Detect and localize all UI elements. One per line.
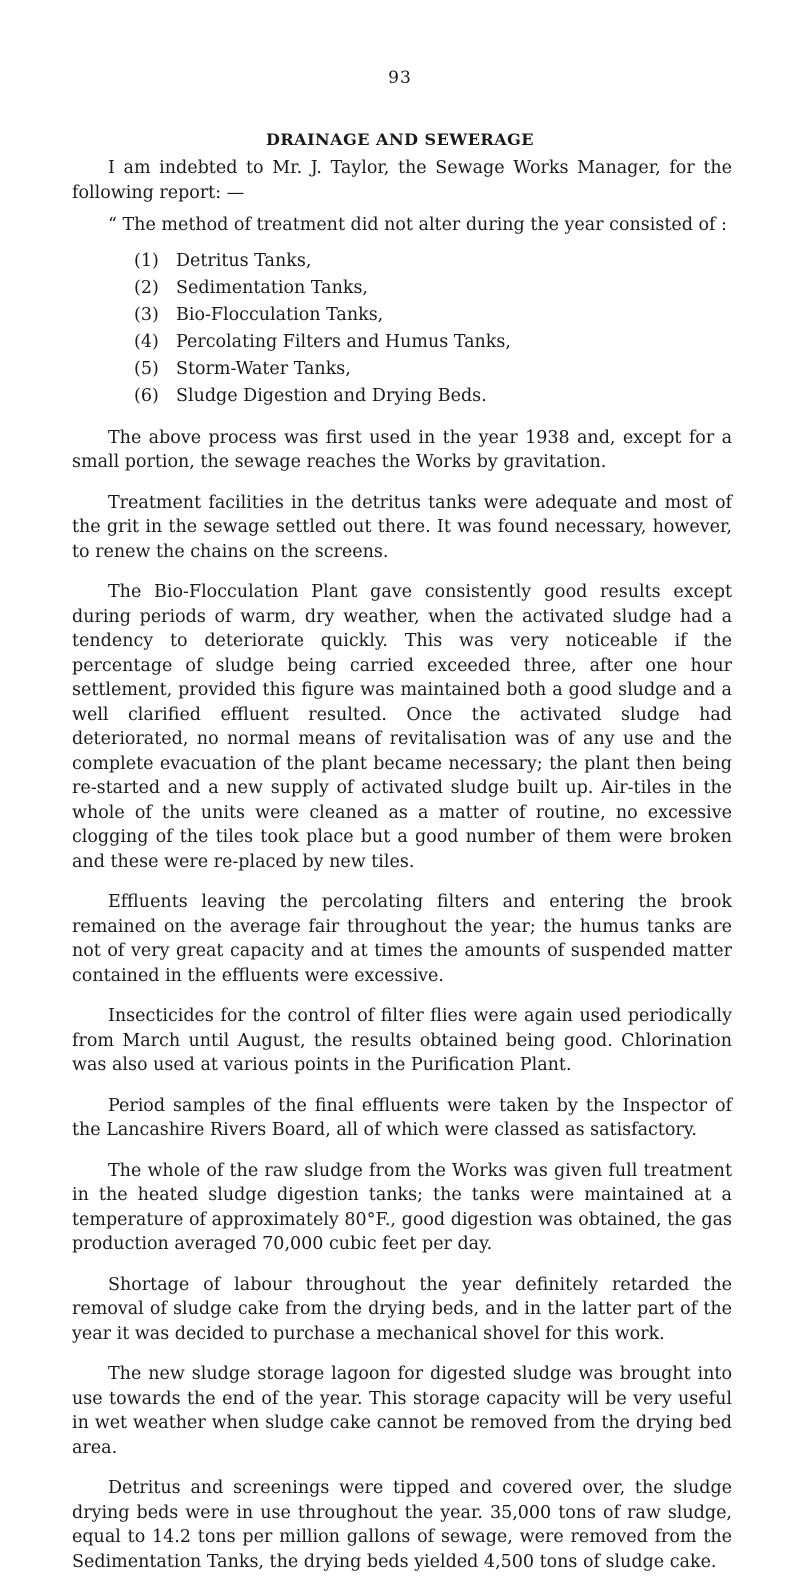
paragraph-effluents: Effluents leaving the percolating filters and entering the brook remained on the average fair throughout the year; the humus tanks are not of very great capacity and at times the amounts of suspended matter contained in the effluents were excessive. [72,892,732,986]
list-item [134,383,732,410]
paragraph-storage-lagoon: The new sludge storage lagoon for digested sludge was brought into use towards the end of the year. This storage capacity will be very useful in wet weather when sludge cake cannot be removed from the drying bed area. [72,1364,732,1458]
paragraph-sludge-digestion: The whole of the raw sludge from the Works was given full treatment in the heated sludge digestion tanks; the tanks were maintained at a temperature of approximately 80°F., good digestion was obtained, the gas production averaged 70,000 cubic feet per day. [72,1160,732,1254]
intro-paragraph: I am indebted to Mr. J. Taylor, the Sewage Works Manager, for the following report: — [72,158,732,203]
list-item [134,248,732,275]
list-item-number: (5) [134,358,159,379]
paragraph-detritus-tanks: Treatment facilities in the detritus tanks were adequate and most of the grit in the sewage settled out there. It was found necessary, however, to renew the chains on the screens. [72,492,732,562]
list-item [134,329,732,356]
list-item-label: Storm-Water Tanks, [176,358,351,379]
paragraph-bio-flocculation: The Bio-Flocculation Plant gave consistently good results except during periods of warm, dry weather, when the activated sludge had a tendency to deteriorate quickly. This was very noticeable if the percentage of sludge being carried exceeded three, after one hour settlement, provided this figure was maintained both a good sludge and a well clarified effluent resulted. Once the activated sludge had deteriorated, no normal means of revitalisation was of any use and the complete evacuation of the plant became necessary; the plant then being re-started and a new supply of activated sludge built up. Air-tiles in the whole of the units were cleaned as a matter of routine, no excessive clogging of the tiles took place but a good number of them were broken and these were re-placed by new tiles. [72,582,732,872]
paragraph-process-history: The above process was first used in the year 1938 and, except for a small portion, the sewage reaches the Works by gravitation. [72,427,732,472]
paragraph-detritus-screenings: Detritus and screenings were tipped and covered over, the sludge drying beds were in use throughout the year. 35,000 tons of raw sludge, equal to 14.2 tons per million gallons of sewage, were removed from the Sedimentation Tanks, the drying beds yielded 4,500 tons of sludge cake. [72,1478,732,1572]
process-list [72,248,732,410]
list-item [134,275,732,302]
section-heading: DRAINAGE AND SEWERAGE [265,130,534,149]
list-item-label: Sedimentation Tanks, [176,277,368,298]
page-number: 93 [388,68,412,88]
paragraph-labour-shortage: Shortage of labour throughout the year definitely retarded the removal of sludge cake from the drying beds, and in the latter part of the year it was decided to purchase a mechanical shovel for this work. [72,1274,732,1344]
list-item-number: (6) [134,385,159,406]
report-body [72,156,732,1590]
list-item-label: Detritus Tanks, [176,250,312,271]
list-item-number: (1) [134,250,159,271]
list-item-label: Bio-Flocculation Tanks, [176,304,384,325]
list-item [134,356,732,383]
list-item-label: Percolating Filters and Humus Tanks, [176,331,511,352]
paragraph-insecticides: Insecticides for the control of filter flies were again used periodically from March until August, the results obtained being good. Chlorination was also used at various points in the Purification Plant. [72,1006,732,1075]
list-item-label: Sludge Digestion and Drying Beds. [176,385,487,406]
quote-intro-paragraph: “ The method of treatment did not alter during the year consisted of : [108,215,727,235]
paragraph-period-samples: Period samples of the final effluents were taken by the Inspector of the Lancashire Rivers Board, all of which were classed as satisfactory. [72,1095,732,1140]
list-item-number: (2) [134,277,159,298]
list-item-number: (4) [134,331,159,352]
list-item-number: (3) [134,304,159,325]
list-item [134,302,732,329]
